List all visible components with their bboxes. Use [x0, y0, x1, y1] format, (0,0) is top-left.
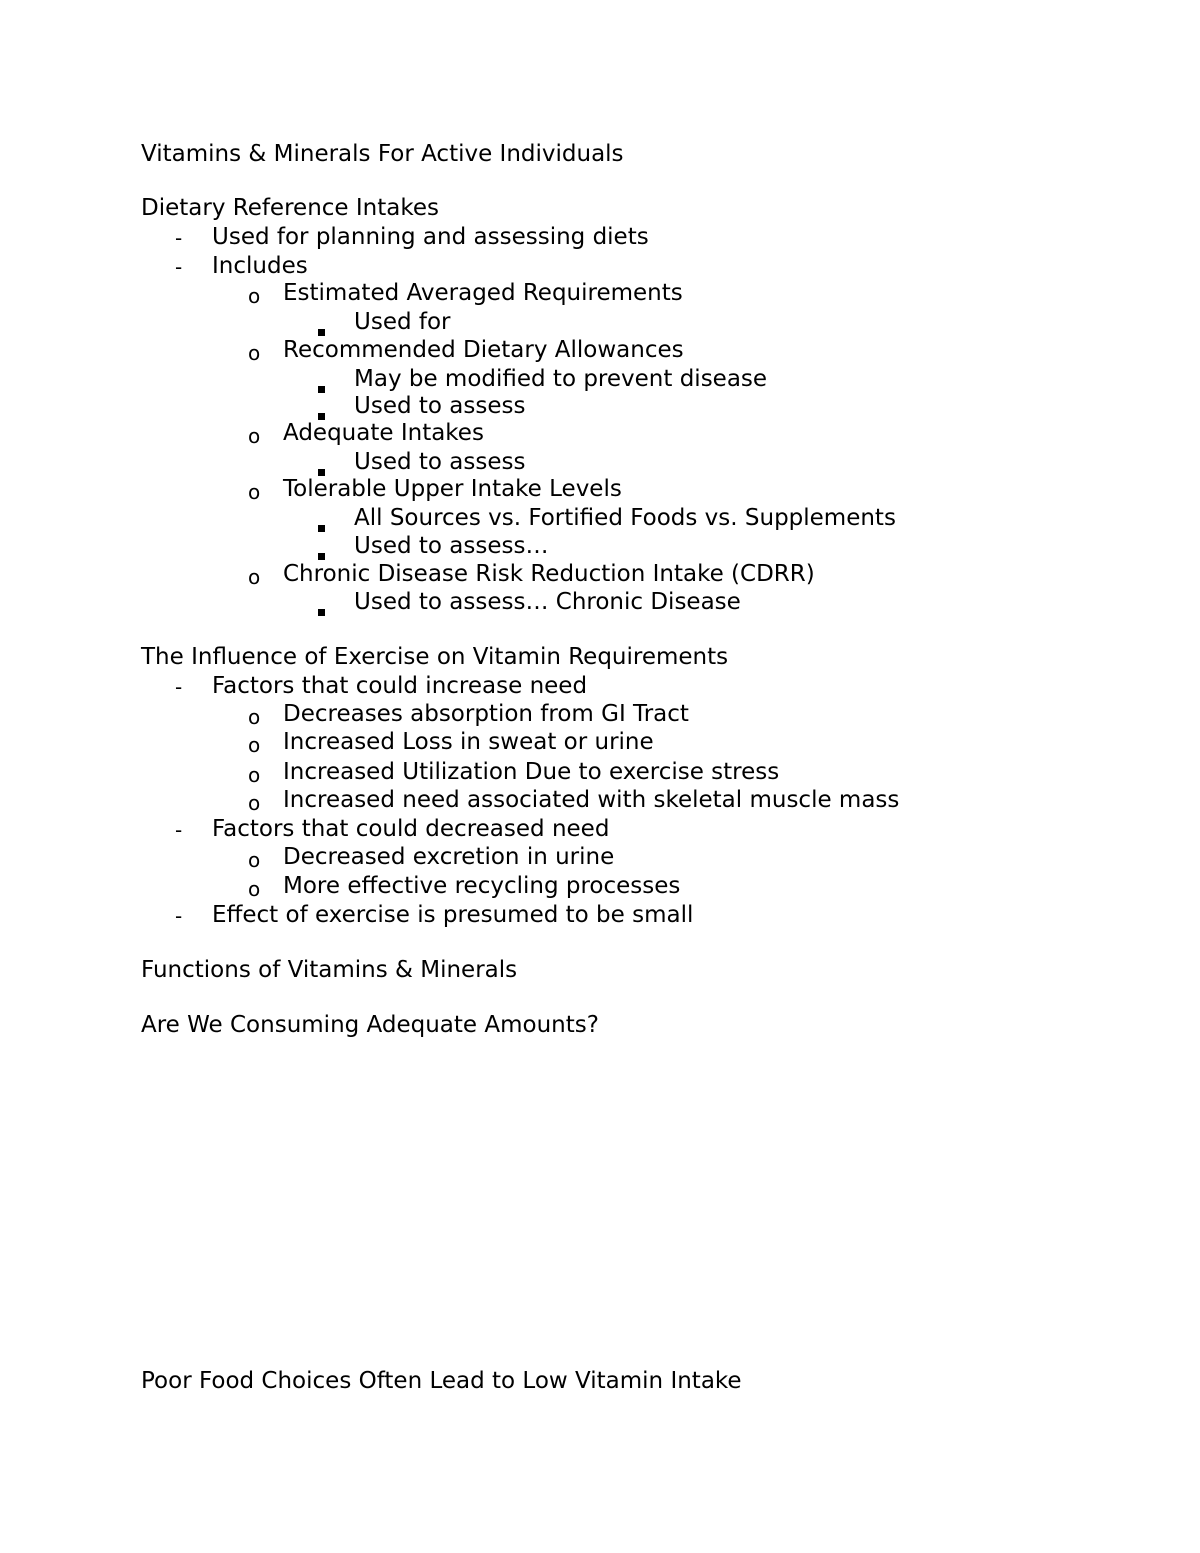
- list-item: Factors that could decreased need: [212, 816, 610, 842]
- circle-bullet: o: [248, 733, 261, 757]
- circle-bullet: o: [248, 480, 261, 504]
- section-heading-dietary-reference-intakes: Dietary Reference Intakes: [141, 195, 439, 221]
- list-item: Increased Utilization Due to exercise stress: [283, 759, 780, 785]
- circle-bullet: o: [248, 705, 261, 729]
- list-item: Includes: [212, 253, 308, 279]
- circle-bullet: o: [248, 791, 261, 815]
- section-heading-poor-food-choices: Poor Food Choices Often Lead to Low Vitamin Intake: [141, 1368, 742, 1394]
- circle-bullet: o: [248, 848, 261, 872]
- list-item: Estimated Averaged Requirements: [283, 280, 683, 306]
- list-item: Used to assess…: [354, 533, 549, 559]
- circle-bullet: o: [248, 284, 261, 308]
- list-item: Increased need associated with skeletal muscle mass: [283, 787, 900, 813]
- list-item: Used for: [354, 309, 451, 335]
- circle-bullet: o: [248, 424, 261, 448]
- list-item: Decreased excretion in urine: [283, 844, 615, 870]
- list-item: Used to assess… Chronic Disease: [354, 589, 741, 615]
- section-heading-exercise-influence: The Influence of Exercise on Vitamin Requirements: [141, 644, 729, 670]
- circle-bullet: o: [248, 341, 261, 365]
- list-item: Increased Loss in sweat or urine: [283, 729, 654, 755]
- square-bullet-icon: [318, 598, 325, 621]
- list-item: Adequate Intakes: [283, 420, 484, 446]
- section-heading-functions: Functions of Vitamins & Minerals: [141, 957, 518, 983]
- dash-bullet: -: [175, 904, 183, 928]
- list-item: Recommended Dietary Allowances: [283, 337, 684, 363]
- list-item: May be modified to prevent disease: [354, 366, 768, 392]
- list-item: Decreases absorption from GI Tract: [283, 701, 689, 727]
- list-item: Used to assess: [354, 393, 526, 419]
- circle-bullet: o: [248, 877, 261, 901]
- list-item: Used to assess: [354, 449, 526, 475]
- square-bullet-icon: [318, 514, 325, 537]
- dash-bullet: -: [175, 818, 183, 842]
- dash-bullet: -: [175, 255, 183, 279]
- list-item: Effect of exercise is presumed to be small: [212, 902, 694, 928]
- list-item: More effective recycling processes: [283, 873, 681, 899]
- circle-bullet: o: [248, 763, 261, 787]
- dash-bullet: -: [175, 226, 183, 250]
- list-item: Factors that could increase need: [212, 673, 588, 699]
- dash-bullet: -: [175, 675, 183, 699]
- section-heading-adequate-amounts: Are We Consuming Adequate Amounts?: [141, 1012, 599, 1038]
- circle-bullet: o: [248, 565, 261, 589]
- square-bullet-icon: [318, 375, 325, 398]
- document-title: Vitamins & Minerals For Active Individuals: [141, 141, 624, 167]
- list-item: Tolerable Upper Intake Levels: [283, 476, 622, 502]
- list-item: Chronic Disease Risk Reduction Intake (CDRR): [283, 561, 815, 587]
- list-item: All Sources vs. Fortified Foods vs. Supplements: [354, 505, 896, 531]
- list-item: Used for planning and assessing diets: [212, 224, 649, 250]
